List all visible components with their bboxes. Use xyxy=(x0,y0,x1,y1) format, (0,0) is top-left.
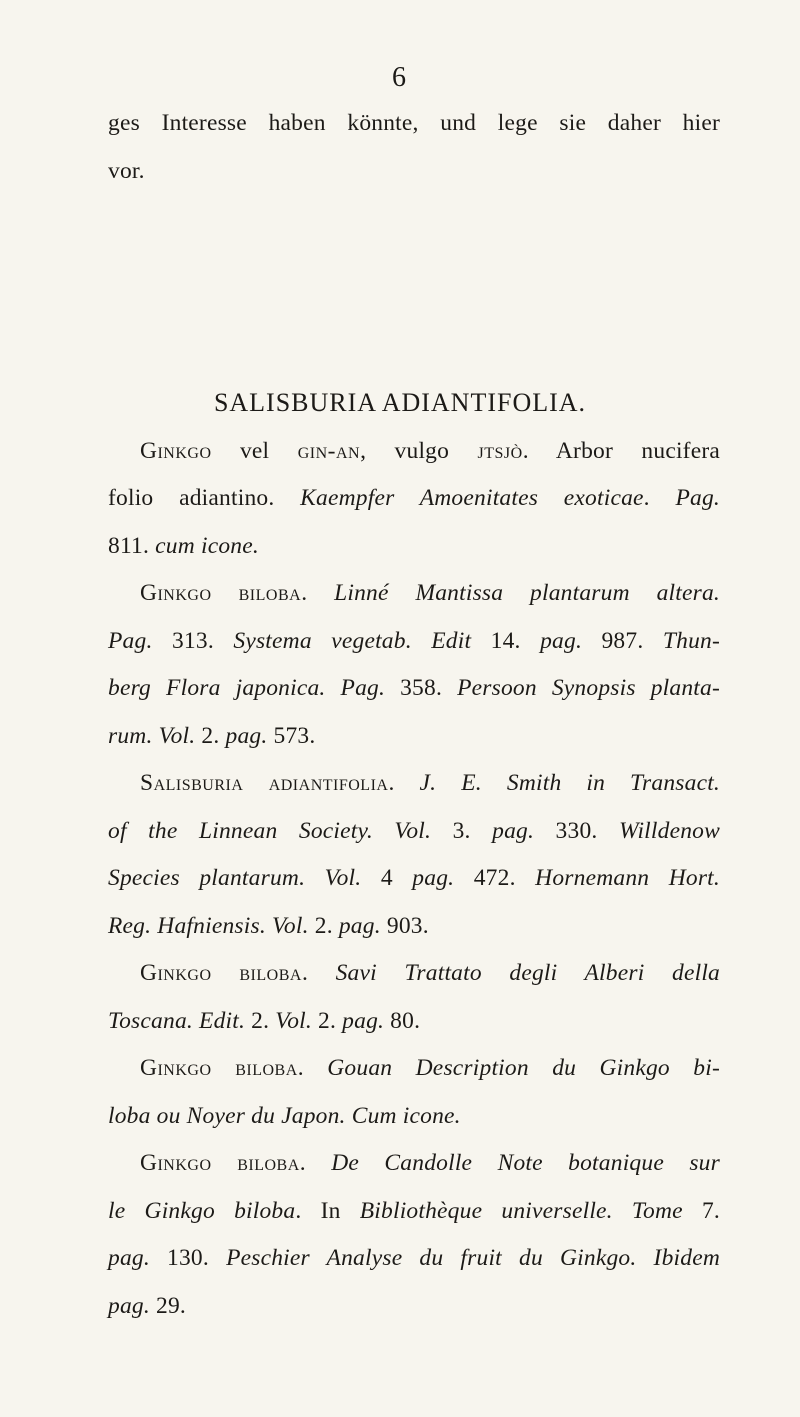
intro-line-2: vor. xyxy=(108,158,145,184)
citation-line: Species plantarum. Vol. 4 pag. 472. Hornemann Hort. xyxy=(108,865,720,891)
citation-line: le Ginkgo biloba. In Bibliothèque universelle. Tome 7. xyxy=(108,1198,720,1224)
citation-line: Ginkgo biloba. De Candolle Note botanique sur xyxy=(140,1150,720,1176)
page-number: 6 xyxy=(392,62,406,93)
citation-line: Ginkgo biloba. Linné Mantissa plantarum altera. xyxy=(140,580,721,606)
citation-line: Reg. Hafniensis. Vol. 2. pag. 903. xyxy=(108,913,429,939)
citation-line: folio adiantino. Kaempfer Amoenitates exoticae. Pag. xyxy=(108,485,720,511)
citation-line: berg Flora japonica. Pag. 358. Persoon Synopsis planta- xyxy=(108,675,721,701)
citation-line: Ginkgo biloba. Savi Trattato degli Alberi della xyxy=(140,960,721,986)
citation-line: pag. 29. xyxy=(108,1293,186,1319)
section-heading: SALISBURIA ADIANTIFOLIA. xyxy=(213,388,587,417)
citation-line: pag. 130. Peschier Analyse du fruit du Ginkgo. Ibidem xyxy=(108,1245,721,1271)
citation-line: Toscana. Edit. 2. Vol. 2. pag. 80. xyxy=(108,1008,421,1034)
citation-line: rum. Vol. 2. pag. 573. xyxy=(108,723,316,749)
citation-line: loba ou Noyer du Japon. Cum icone. xyxy=(108,1103,461,1129)
citation-line: Ginkgo vel gin-an, vulgo jtsjò. Arbor nucifera xyxy=(140,438,720,464)
citation-line: 811. cum icone. xyxy=(108,533,259,559)
citation-line: Ginkgo biloba. Gouan Description du Ginkgo bi- xyxy=(140,1055,720,1081)
citation-line: of the Linnean Society. Vol. 3. pag. 330. Willdenow xyxy=(108,818,720,844)
citation-line: Salisburia adiantifolia. J. E. Smith in Transact. xyxy=(140,770,721,796)
citation-line: Pag. 313. Systema vegetab. Edit 14. pag. 987. Thun- xyxy=(108,628,721,654)
intro-line-1: ges Interesse haben könnte, und lege sie daher hier xyxy=(108,110,720,136)
